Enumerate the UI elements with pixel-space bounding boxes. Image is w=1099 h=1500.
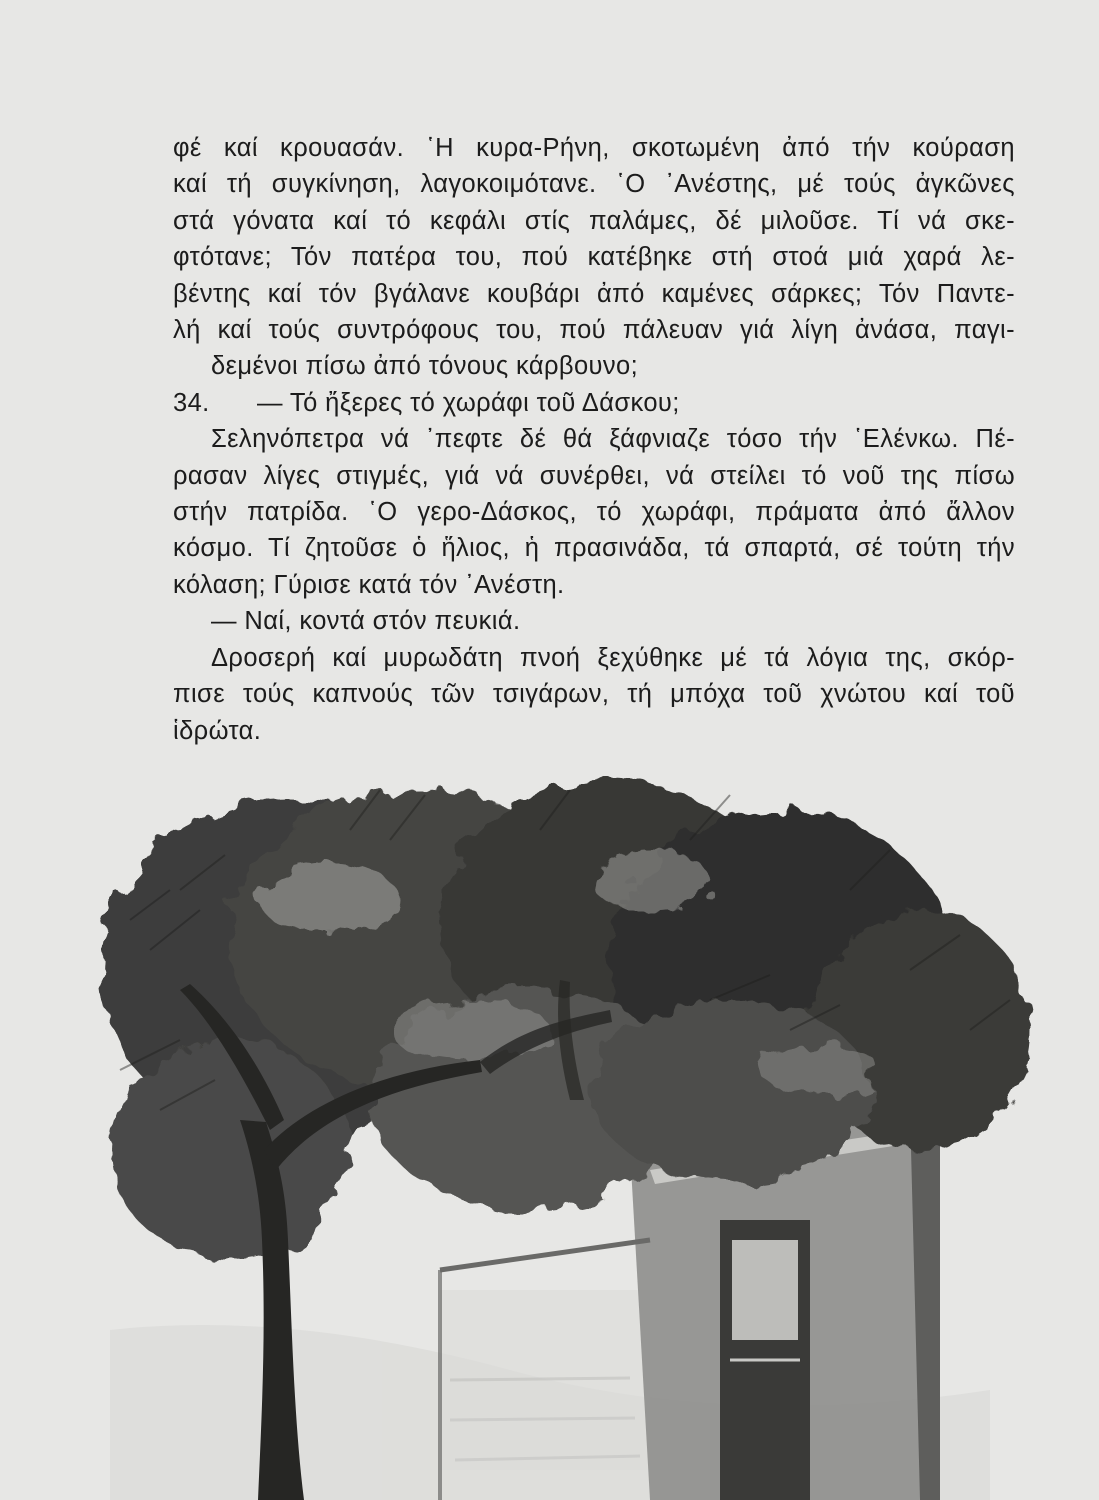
text-line: πισε τούς καπνούς τῶν τσιγάρων, τή μπόχα τοῦ χνώτου καί τοῦ (173, 680, 1015, 709)
text-line: κόσμο. Τί ζητοῦσε ὁ ἥλιος, ἡ πρασινάδα, τά σπαρτά, σέ τούτη τήν (173, 534, 1015, 563)
text-line: φέ καί κρουασάν. ῾Η κυρα-Ρήνη, σκοτωμένη ἀπό τήν κούραση (173, 134, 1015, 162)
text-line: στήν πατρίδα. ῾Ο γερο-Δάσκος, τό χωράφι, πράματα ἀπό ἄλλον (173, 498, 1015, 527)
text-line: στά γόνατα καί τό κεφάλι στίς παλάμες, δέ μιλοῦσε. Τί νά σκε- (173, 206, 1015, 235)
text-line: ρασαν λίγες στιγμές, γιά νά συνέρθει, νά στείλει τό νοῦ της πίσω (173, 461, 1015, 490)
text-line: δεμένοι πίσω ἀπό τόνους κάρβουνο; (211, 352, 639, 381)
tree-house-illustration (90, 770, 1050, 1500)
dialogue-text: — Τό ἤξερες τό χωράφι τοῦ Δάσκου; (257, 388, 680, 417)
dialogue-line: — Ναί, κοντά στόν πευκιά. (211, 607, 521, 636)
text-line: ἱδρώτα. (173, 716, 262, 745)
text-line: Σεληνόπετρα νά ᾽πεφτε δέ θά ξάφνιαζε τόσο τήν ῾Ελένκω. Πέ- (211, 425, 1015, 454)
text-line: Δροσερή καί μυρωδάτη πνοή ξεχύθηκε μέ τά λόγια της, σκόρ- (211, 643, 1015, 672)
text-body (173, 130, 1015, 749)
text-line: καί τή συγκίνηση, λαγοκοιμότανε. ῾Ο ᾿Ανέστης, μέ τούς ἀγκῶνες (173, 170, 1015, 199)
dialogue-line (173, 385, 1015, 421)
section-number: 34. (173, 388, 210, 417)
text-line: λή καί τούς συντρόφους του, πού πάλευαν γιά λίγη ἀνάσα, παγι- (173, 316, 1015, 345)
text-line: βέντης καί τόν βγάλανε κουβάρι ἀπό καμένες σάρκες; Τόν Παντε- (173, 279, 1015, 308)
text-line: κόλαση; Γύρισε κατά τόν ᾿Ανέστη. (173, 570, 565, 599)
text-line: φτότανε; Τόν πατέρα του, πού κατέβηκε στή στοά μιά χαρά λε- (173, 243, 1015, 272)
